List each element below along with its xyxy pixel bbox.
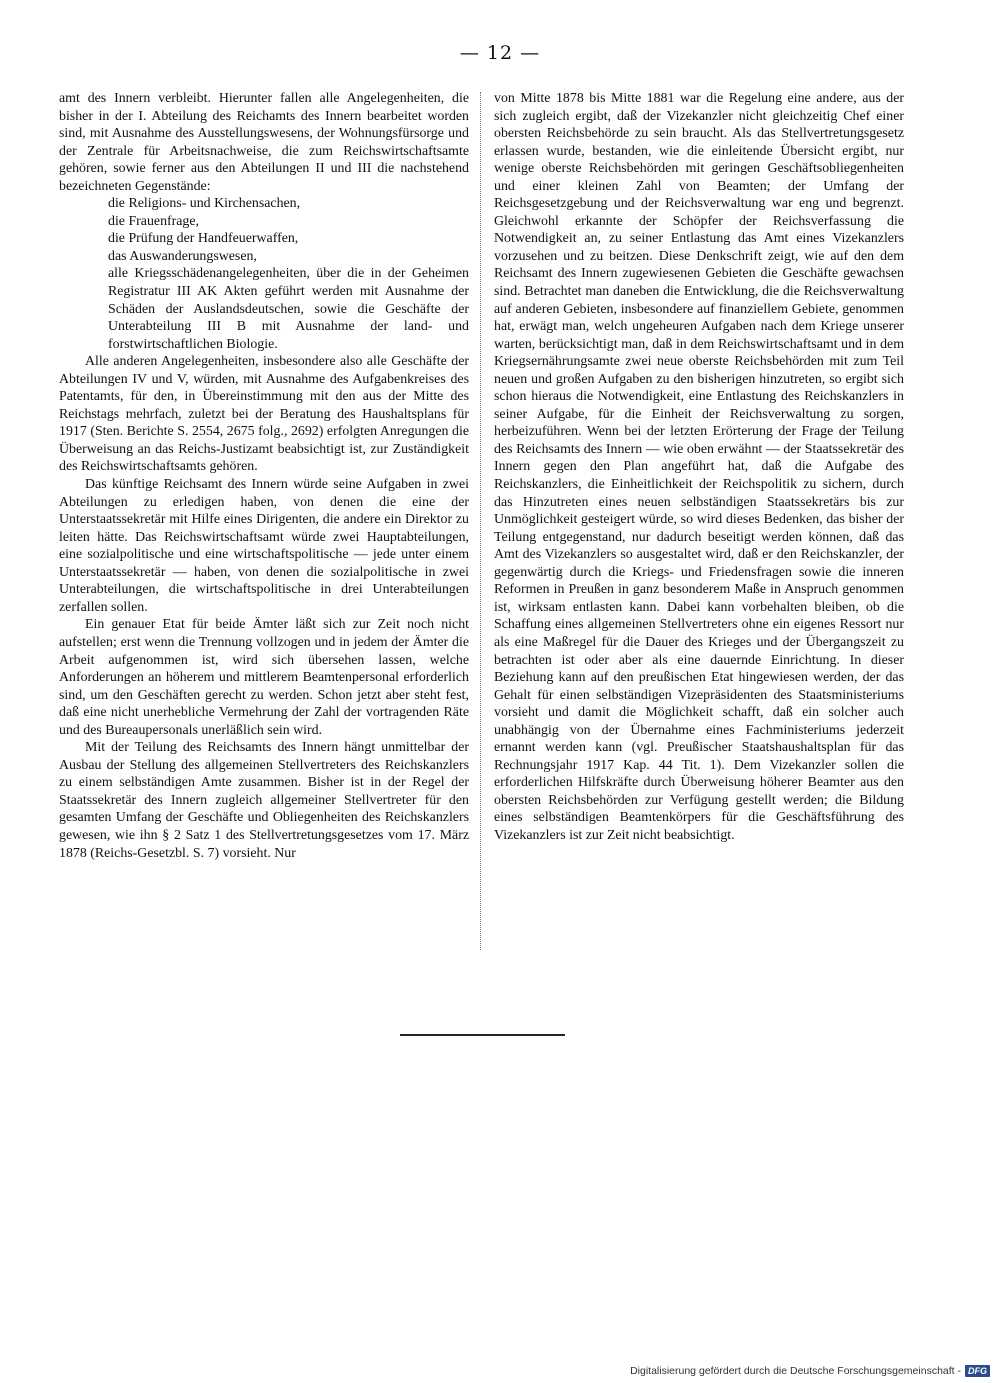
paragraph: amt des Innern verbleibt. Hierunter fallen alle Angelegenheiten, die bisher in der I. Abteilung des Reichamts des Innern bearbeitet worden sind, mit Ausnahme des Ausstellungswesens, der Wohnungsfürsorge und der Zentrale für Arbeitsnachweise, die zum Reichswirtschaftsamte gehören, sowie ferner aus den Abteilungen II und III die nachstehend bezeichneten Gegenstände: xyxy=(59,91,469,194)
list-item: die Religions- und Kirchensachen, xyxy=(108,196,301,212)
right-column xyxy=(494,90,904,845)
left-column xyxy=(59,90,469,862)
footer-text: Digitalisierung gefördert durch die Deutsche Forschungsgemeinschaft - xyxy=(630,1365,961,1377)
list-item: das Auswanderungswesen, xyxy=(108,248,257,264)
subject-list xyxy=(59,195,469,353)
dfg-logo: DFG xyxy=(965,1365,990,1377)
end-rule xyxy=(400,1034,565,1036)
paragraph: Ein genauer Etat für beide Ämter läßt sich zur Zeit noch nicht aufstellen; erst wenn die Trennung vollzogen und in jedem der Ämter die Arbeit aufgenommen ist, wird sich übersehen lassen, welche Anforderungen an höherem und mittlerem Beamtenpersonal erforderlich sind, um den Geschäften gerecht zu werden. Schon jetzt aber steht fest, daß eine nicht unerhebliche Vermehrung der Zahl der vortragenden Räte und des Bureaupersonals unerläßlich sein wird. xyxy=(59,617,469,738)
page-number: — 12 — xyxy=(459,42,541,64)
paragraph: Das künftige Reichsamt des Innern würde seine Aufgaben in zwei Abteilungen zu erledigen haben, von denen die eine der Unterstaatssekretär mit Hilfe eines Dirigenten, die andere ein Direktor zu leiten hätte. Das Reichswirtschaftsamt würde zwei Hauptabteilungen, eine sozialpolitische und eine wirtschaftspolitische — jede unter einem Unterstaatssekretär — haben, von denen die sozialpolitische in zwei Unterabteilungen, die wirtschaftspolitische in drei Unterabteilungen zerfallen sollen. xyxy=(59,477,469,615)
paragraph: von Mitte 1878 bis Mitte 1881 war die Regelung eine andere, aus der sich zugleich ergibt, daß der Vizekanzler nicht gleichzeitig Chef einer obersten Reichsbehörde zu sein braucht. Als das Stellvertretungsgesetz erlassen wurde, bestanden, wie die einleitende Übersicht ergibt, nur wenige oberste Reichsbehörden mit geringen Geschäftsobliegenheiten und einer kleinen Zahl von Beamten; der Umfang der Reichsgesetzgebung und der Reichsverwaltung war eng und begrenzt. Gleichwohl erkannte der Schöpfer der Reichsverfassung die Notwendigkeit an, zu seiner Entlastung das Amt eines Vizekanzlers vorzusehen und zu beitzen. Diese Denkschrift zeigt, wie auf den dem Reichsamt des Innern zugewiesenen Gebieten die Geschäfte gewachsen sind. Betrachtet man daneben die Entwicklung, die die Reichsverwaltung auf anderen Gebieten, insbesondere auf finanziellem Gebiete, genommen hat, erwägt man, welch ungeheuren Aufgaben nach dem Kriege unserer warten, berücksichtigt man, daß in dem Reichswirtschaftsamt und in dem Kriegsernährungsamte zwei neue oberste Reichsbehörden mit zum Teil neuen und großen Aufgaben zu den bisherigen hinzutreten, so ergibt sich schon hieraus die Notwendigkeit, eine Entlastung des Reichskanzlers in seiner Aufgabe, für die Einheit der Reichsverwaltung zu sorgen, herbeizuführen. Wenn bei der letzten Erörterung der Frage der Teilung des Reichsamts des Innern — wie oben erwähnt — der Staatssekretär des Innern gegen den Plan angeführt hat, daß die Aufgabe des Reichskanzlers, die Einheitlichkeit der Reichspolitik zu sichern, durch das Hinzutreten eines neuen selbständigen Staatssekretärs bis zur Unmöglichkeit gesteigert würde, so wird dieses Bedenken, das bisher der Teilung entgegenstand, nur dadurch beseitigt werden können, daß das Amt des Vizekanzlers so ausgestaltet wird, daß er den Reichskanzler, der gegenwärtig durch die Kriegs- und Friedensfragen sowie die inneren Reformen in Preußen in ganz besonderem Maße in Anspruch genommen ist, wirksam entlasten kann. Dabei kann vorbehalten bleiben, ob die Schaffung eines allgemeinen Stellvertreters ohne ein eigenes Ressort nur als eine Maßregel für die Dauer des Krieges und der Übergangszeit zu betrachten ist oder aber als eine dauernde Einrichtung. In dieser Beziehung kann auf den preußischen Etat hingewiesen werden, der das Gehalt für einen selbständigen Vizepräsidenten des Staatsministeriums vorsieht und damit die Möglichkeit schafft, daß ein solcher auch unabhängig von der Übernahme eines Fachministeriums jederzeit ernannt werden kann (vgl. Preußischer Staatshaushaltsplan für das Rechnungsjahr 1917 Kap. 44 Tit. 1). Dem Vizekanzler sollen die erforderlichen Hilfskräfte durch Überweisung höherer Beamter aus den obersten Reichsbehörden zur Verfügung gestellt werden; die Bildung eines selbständigen Beamtenkörpers für die Geschäftsführung des Vizekanzlers ist zur Zeit nicht beabsichtigt. xyxy=(494,91,904,843)
column-divider xyxy=(480,92,481,950)
footer xyxy=(630,1363,990,1379)
list-item: die Prüfung der Handfeuerwaffen, xyxy=(108,231,299,247)
paragraph: Alle anderen Angelegenheiten, insbesondere also alle Geschäfte der Abteilungen IV und V, würden, mit Ausnahme des Aufgabenkreises des Patentamts, für den, in Übereinstimmung mit den aus der Mitte des Reichstags mehrfach, zuletzt bei der Beratung des Haushaltsplans für 1917 (Sten. Berichte S. 2554, 2675 folg., 2692) erfolgten Anregungen die Überweisung an das Reichs-Justizamt beabsichtigt ist, zur Zuständigkeit des Reichswirtschaftsamts gehören. xyxy=(59,354,469,475)
paragraph: Mit der Teilung des Reichsamts des Innern hängt unmittelbar der Ausbau der Stellung des allgemeinen Stellvertreters des Reichskanzlers zu einem selbständigen Amte zusammen. Bisher ist in der Regel der Staatssekretär des Innern zugleich allgemeiner Stellvertreter für den gesamten Umfang der Geschäfte und Obliegenheiten des Reichskanzlers gewesen, wie ihn § 2 Satz 1 des Stellvertretungsgesetzes vom 17. März 1878 (Reichs-Gesetzbl. S. 7) vorsieht. Nur xyxy=(59,740,469,861)
list-item: alle Kriegsschädenangelegenheiten, über die in der Geheimen Registratur III AK Akten geführt werden mit Ausnahme der Schäden der Auslandsdeutschen, sowie die Geschäfte der Unterabteilung III B mit Ausnahme der land- und forstwirtschaftlichen Biologie. xyxy=(108,266,469,352)
list-item: die Frauenfrage, xyxy=(108,213,200,229)
